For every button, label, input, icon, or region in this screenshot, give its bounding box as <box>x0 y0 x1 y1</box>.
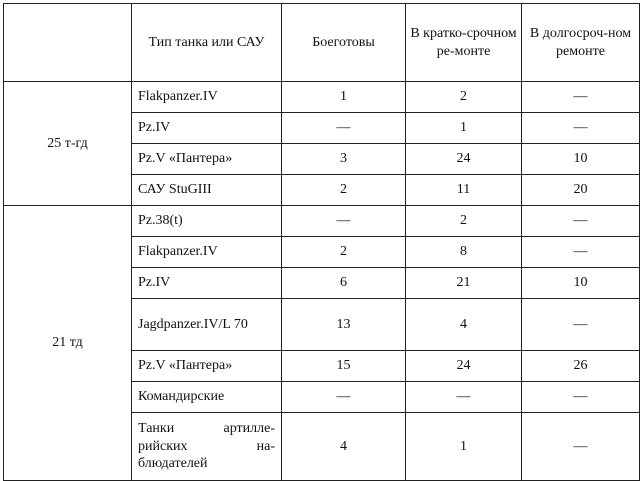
tank-type-cell: САУ StuGIII <box>132 175 282 206</box>
ready-cell: 6 <box>282 268 406 299</box>
tank-status-table <box>3 3 640 481</box>
table-row <box>4 206 640 237</box>
tank-type-cell: Командирские <box>132 382 282 413</box>
long-repair-cell: — <box>522 413 640 481</box>
long-repair-cell: — <box>522 237 640 268</box>
ready-cell: 3 <box>282 144 406 175</box>
ready-cell: 13 <box>282 299 406 351</box>
ready-cell: 1 <box>282 82 406 113</box>
short-repair-cell: 11 <box>406 175 522 206</box>
ready-cell: 4 <box>282 413 406 481</box>
long-repair-cell: — <box>522 382 640 413</box>
table-row <box>4 82 640 113</box>
header-long-repair-text: В долгосроч-ном ремонте <box>529 26 632 59</box>
ready-cell: 2 <box>282 237 406 268</box>
header-unit <box>4 4 132 82</box>
long-repair-cell: 26 <box>522 351 640 382</box>
short-repair-cell: 1 <box>406 113 522 144</box>
short-repair-cell: 2 <box>406 206 522 237</box>
tank-type-cell: Jagdpanzer.IV/L 70 <box>132 299 282 351</box>
header-ready: Боеготовы <box>282 4 406 82</box>
ready-cell: 15 <box>282 351 406 382</box>
short-repair-cell: 2 <box>406 82 522 113</box>
long-repair-cell: — <box>522 82 640 113</box>
long-repair-cell: — <box>522 113 640 144</box>
unit-cell: 21 тд <box>4 206 132 481</box>
header-short-repair <box>406 4 522 82</box>
tank-type-cell: Pz.V «Пантера» <box>132 351 282 382</box>
long-repair-cell: 10 <box>522 144 640 175</box>
tank-type-cell: Танки артилле-рийских на-блюдателей <box>132 413 282 481</box>
long-repair-cell: 10 <box>522 268 640 299</box>
tank-type-cell: Flakpanzer.IV <box>132 237 282 268</box>
short-repair-cell: 21 <box>406 268 522 299</box>
short-repair-cell: 1 <box>406 413 522 481</box>
header-row <box>4 4 640 82</box>
short-repair-cell: 8 <box>406 237 522 268</box>
short-repair-cell: 24 <box>406 144 522 175</box>
header-short-repair-text: В кратко-срочном ре-монте <box>410 26 517 59</box>
tank-type-cell: Pz.38(t) <box>132 206 282 237</box>
short-repair-cell: — <box>406 382 522 413</box>
short-repair-cell: 24 <box>406 351 522 382</box>
ready-cell: — <box>282 382 406 413</box>
unit-cell: 25 т-гд <box>4 82 132 206</box>
short-repair-cell: 4 <box>406 299 522 351</box>
header-type: Тип танка или САУ <box>132 4 282 82</box>
long-repair-cell: 20 <box>522 175 640 206</box>
header-long-repair <box>522 4 640 82</box>
long-repair-cell: — <box>522 206 640 237</box>
tank-type-cell: Flakpanzer.IV <box>132 82 282 113</box>
ready-cell: — <box>282 113 406 144</box>
long-repair-cell: — <box>522 299 640 351</box>
ready-cell: 2 <box>282 175 406 206</box>
ready-cell: — <box>282 206 406 237</box>
tank-type-cell: Pz.IV <box>132 268 282 299</box>
tank-type-cell: Pz.IV <box>132 113 282 144</box>
tank-type-cell: Pz.V «Пантера» <box>132 144 282 175</box>
